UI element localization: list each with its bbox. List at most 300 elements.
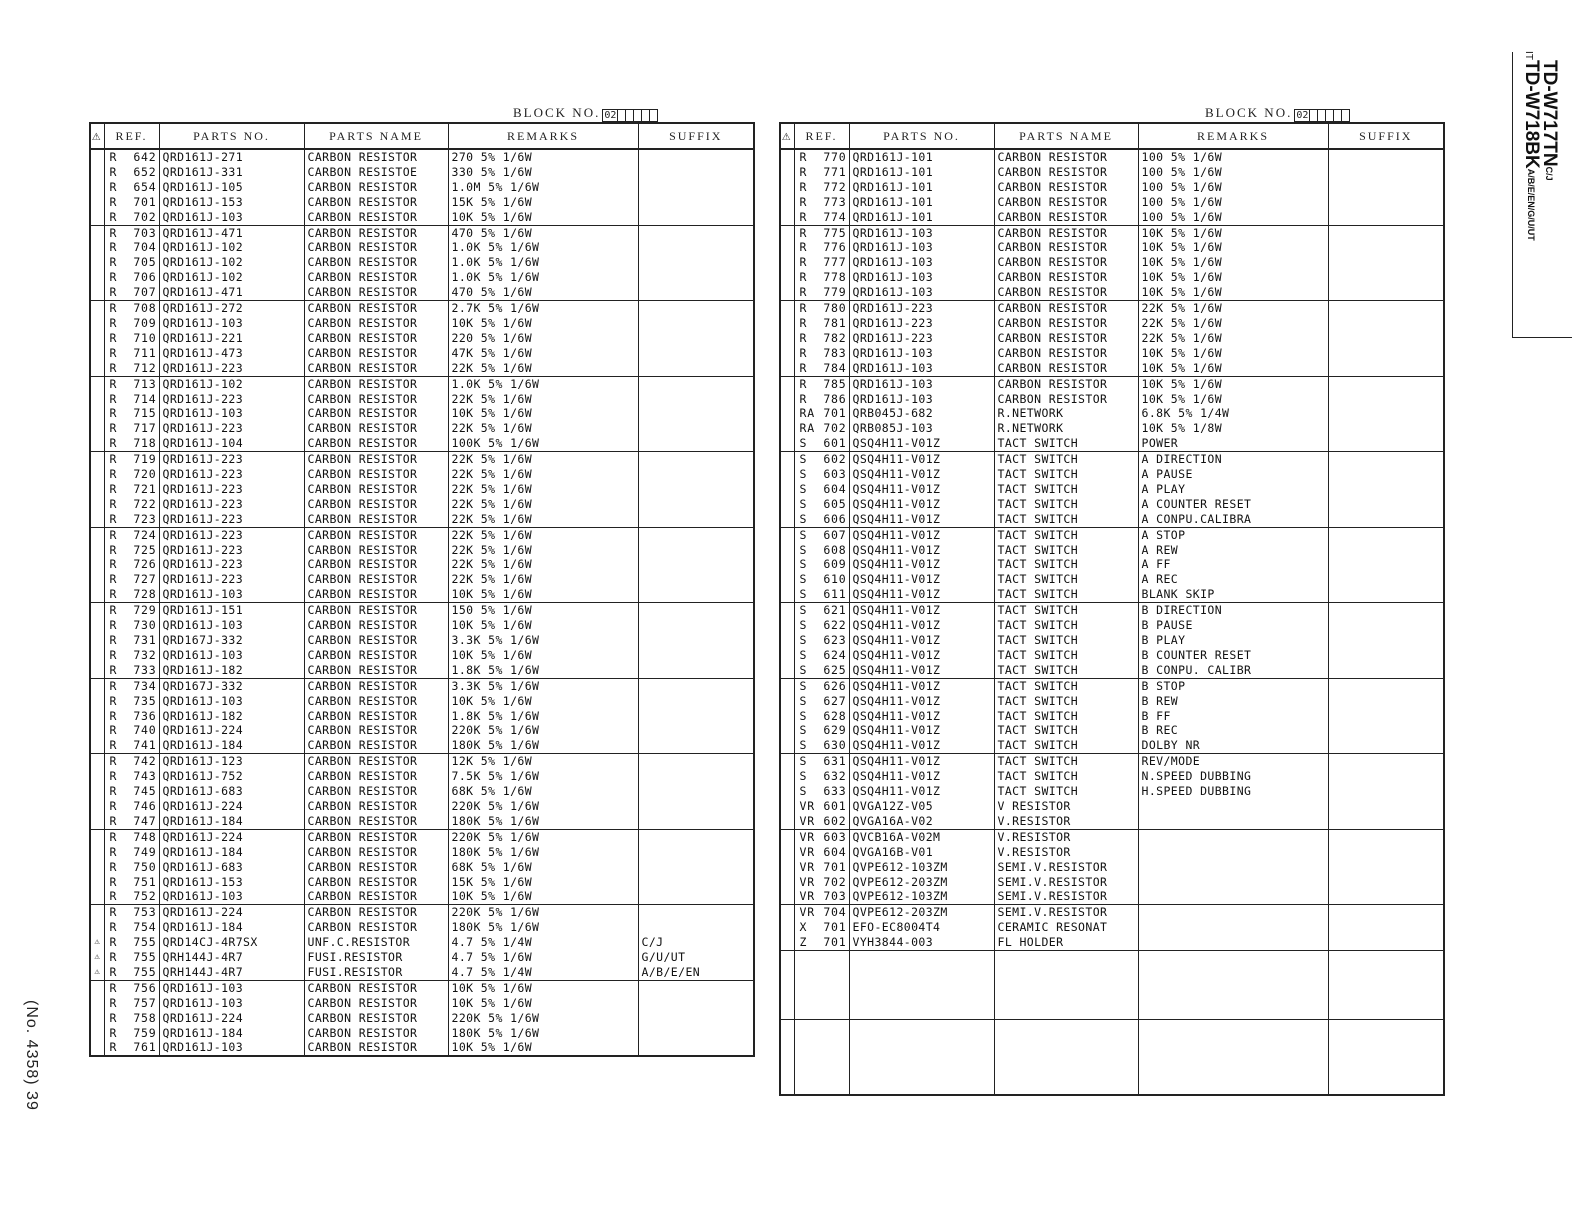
table-row (780, 709, 1444, 724)
warning-cell (780, 829, 794, 844)
warning-cell (780, 738, 794, 753)
ref-prefix: R (799, 209, 808, 224)
warning-cell: ⚠ (90, 965, 104, 980)
ref-cell (794, 482, 849, 497)
ref-cell (794, 331, 849, 346)
parts-no-cell: QRD161J-271 (159, 149, 304, 165)
ref-prefix: R (109, 150, 118, 164)
warning-cell (90, 769, 104, 784)
parts-no-cell: QRD161J-683 (159, 784, 304, 799)
ref-cell (104, 754, 159, 769)
empty-row (780, 1020, 1444, 1096)
parts-name-cell: UNF.C.RESISTOR (304, 935, 448, 950)
parts-name-cell: CARBON RESISTOR (304, 905, 448, 920)
parts-no-cell: QSQ4H11-V01Z (849, 587, 994, 602)
ref-number: 601 (823, 798, 847, 813)
ref-cell (104, 889, 159, 904)
ref-cell (104, 814, 159, 829)
suffix-cell (638, 784, 754, 799)
suffix-cell (638, 845, 754, 860)
ref-cell (794, 255, 849, 270)
parts-no-cell: QSQ4H11-V01Z (849, 633, 994, 648)
suffix-cell (1328, 694, 1444, 709)
remarks-cell: 10K 5% 1/6W (1138, 392, 1328, 407)
warning-cell (780, 709, 794, 724)
remarks-cell: 330 5% 1/6W (448, 165, 638, 180)
table-row (90, 723, 754, 738)
remarks-cell: 22K 5% 1/6W (448, 482, 638, 497)
parts-name-cell: CARBON RESISTOR (304, 497, 448, 512)
parts-no-cell: QRD167J-332 (159, 678, 304, 693)
ref-prefix: S (799, 542, 808, 557)
ref-cell (794, 829, 849, 844)
parts-no-cell: QRD161J-101 (849, 165, 994, 180)
parts-no-cell: QRD161J-224 (159, 799, 304, 814)
warning-cell (90, 316, 104, 331)
block-code: 02 (604, 109, 617, 121)
suffix-cell (638, 421, 754, 436)
ref-cell (794, 860, 849, 875)
remarks-cell: 22K 5% 1/6W (1138, 301, 1328, 316)
ref-cell (104, 210, 159, 225)
table-row (780, 482, 1444, 497)
table-row (780, 678, 1444, 693)
parts-name-cell: CARBON RESISTOR (304, 361, 448, 376)
ref-cell (794, 557, 849, 572)
ref-cell (104, 648, 159, 663)
table-row (780, 165, 1444, 180)
parts-no-cell: QRD161J-103 (159, 587, 304, 602)
ref-prefix: S (799, 587, 808, 602)
ref-cell (104, 587, 159, 602)
parts-name-cell: CARBON RESISTOR (304, 723, 448, 738)
parts-no-cell: QRD161J-223 (159, 512, 304, 527)
suffix-cell (1328, 920, 1444, 935)
ref-cell (104, 769, 159, 784)
ref-prefix: R (109, 798, 118, 813)
parts-name-cell: CARBON RESISTOR (304, 436, 448, 451)
ref-number: 630 (823, 738, 847, 753)
suffix-cell (1328, 210, 1444, 225)
side-divider (1512, 52, 1513, 337)
parts-no-cell: QRD161J-103 (159, 406, 304, 421)
table-row (780, 527, 1444, 542)
ref-prefix: R (109, 496, 118, 511)
table-row (90, 346, 754, 361)
table-row (780, 331, 1444, 346)
parts-no-cell: QVPE612-203ZM (849, 905, 994, 920)
table-row (90, 678, 754, 693)
table-row (780, 285, 1444, 300)
ref-prefix: R (109, 708, 118, 723)
suffix-cell (1328, 663, 1444, 678)
parts-name-column-header: PARTS NAME (304, 123, 448, 149)
ref-number: 628 (823, 708, 847, 723)
warning-cell (780, 421, 794, 436)
block-label-text: BLOCK NO. (513, 105, 601, 120)
ref-prefix: R (799, 301, 808, 316)
parts-no-cell: VYH3844-003 (849, 935, 994, 950)
ref-number: 622 (823, 618, 847, 633)
suffix-cell (638, 316, 754, 331)
ref-cell (794, 572, 849, 587)
ref-prefix: R (109, 754, 118, 769)
suffix-cell (1328, 512, 1444, 527)
ref-cell (794, 467, 849, 482)
parts-no-cell: QRD161J-752 (159, 769, 304, 784)
table-row (90, 935, 754, 950)
ref-cell (794, 845, 849, 860)
ref-number: 783 (823, 345, 847, 360)
ref-number: 701 (823, 920, 847, 935)
ref-prefix: R (799, 360, 808, 375)
table-row (90, 663, 754, 678)
ref-number: 730 (133, 618, 157, 633)
ref-prefix: R (109, 345, 118, 360)
parts-no-cell: QRD161J-103 (159, 996, 304, 1011)
remarks-cell: 100 5% 1/6W (1138, 195, 1328, 210)
parts-no-cell: QRD161J-123 (159, 754, 304, 769)
parts-no-cell: QSQ4H11-V01Z (849, 467, 994, 482)
ref-number: 746 (133, 798, 157, 813)
ref-cell (104, 376, 159, 391)
parts-no-cell: QSQ4H11-V01Z (849, 709, 994, 724)
parts-no-cell: QRD161J-104 (159, 436, 304, 451)
suffix-cell (638, 497, 754, 512)
ref-cell (794, 240, 849, 255)
ref-number: 703 (823, 889, 847, 904)
ref-prefix: R (109, 844, 118, 859)
remarks-cell: 10K 5% 1/6W (448, 1040, 638, 1056)
ref-cell (794, 543, 849, 558)
ref-cell (104, 346, 159, 361)
ref-number: 786 (823, 391, 847, 406)
warning-cell (780, 572, 794, 587)
parts-no-cell: QRH144J-4R7 (159, 965, 304, 980)
warning-cell (780, 361, 794, 376)
ref-prefix: S (799, 603, 808, 618)
warning-cell (90, 860, 104, 875)
parts-no-cell: QSQ4H11-V01Z (849, 572, 994, 587)
ref-prefix: S (799, 633, 808, 647)
table-row (90, 543, 754, 558)
parts-no-cell: QSQ4H11-V01Z (849, 648, 994, 663)
table-row (780, 633, 1444, 648)
ref-prefix: VR (799, 905, 815, 920)
remarks-cell: 220K 5% 1/6W (448, 1011, 638, 1026)
remarks-cell: A CONPU.CALIBRA (1138, 512, 1328, 527)
ref-cell (104, 255, 159, 270)
parts-name-cell: CARBON RESISTOR (304, 346, 448, 361)
ref-prefix: R (109, 406, 118, 421)
parts-no-cell: QSQ4H11-V01Z (849, 694, 994, 709)
suffix-cell (1328, 889, 1444, 904)
remarks-cell (1138, 845, 1328, 860)
remarks-cell: 22K 5% 1/6W (448, 467, 638, 482)
ref-number: 602 (823, 813, 847, 828)
suffix-cell (1328, 845, 1444, 860)
warning-cell (90, 165, 104, 180)
warning-cell (90, 678, 104, 693)
warning-cell (90, 587, 104, 602)
remarks-cell: 7.5K 5% 1/6W (448, 769, 638, 784)
ref-number: 781 (823, 315, 847, 330)
parts-table-right (779, 122, 1445, 1096)
ref-number: 723 (133, 511, 157, 526)
ref-prefix: S (799, 662, 808, 677)
parts-no-cell: QRD161J-221 (159, 331, 304, 346)
ref-cell (104, 1011, 159, 1026)
parts-name-cell: CARBON RESISTOR (304, 587, 448, 602)
warning-cell (780, 301, 794, 316)
suffix-cell (1328, 572, 1444, 587)
warning-cell (780, 512, 794, 527)
suffix-cell (638, 1011, 754, 1026)
suffix-cell (638, 769, 754, 784)
ref-cell (794, 920, 849, 935)
remarks-cell: 10K 5% 1/6W (1138, 376, 1328, 391)
ref-number: 758 (133, 1010, 157, 1025)
ref-number: 751 (133, 874, 157, 889)
ref-prefix: S (799, 436, 808, 451)
ref-number: 714 (133, 391, 157, 406)
warning-cell (780, 935, 794, 950)
ref-prefix: X (799, 920, 808, 935)
ref-cell (794, 875, 849, 890)
parts-no-cell: QSQ4H11-V01Z (849, 754, 994, 769)
table-row (90, 331, 754, 346)
ref-cell (104, 557, 159, 572)
ref-number: 776 (823, 240, 847, 255)
ref-cell (104, 965, 159, 980)
parts-no-cell: QRD161J-182 (159, 709, 304, 724)
suffix-cell (1328, 255, 1444, 270)
side-mark: IT (1522, 51, 1534, 60)
warning-cell (780, 754, 794, 769)
parts-name-cell: TACT SWITCH (994, 572, 1138, 587)
suffix-cell (638, 603, 754, 618)
parts-name-cell: CARBON RESISTOR (304, 285, 448, 300)
ref-number: 703 (133, 225, 157, 240)
warning-cell (780, 587, 794, 602)
ref-number: 752 (133, 889, 157, 904)
warning-cell (90, 497, 104, 512)
ref-number: 733 (133, 662, 157, 677)
suffix-cell (638, 436, 754, 451)
remarks-cell: B REW (1138, 694, 1328, 709)
warning-cell (90, 452, 104, 467)
warning-cell (90, 361, 104, 376)
parts-name-cell: CERAMIC RESONAT (994, 920, 1138, 935)
table-row (90, 950, 754, 965)
parts-name-cell: CARBON RESISTOR (994, 301, 1138, 316)
suffix-cell (638, 361, 754, 376)
suffix-cell (1328, 860, 1444, 875)
parts-no-cell: QSQ4H11-V01Z (849, 603, 994, 618)
ref-cell (104, 240, 159, 255)
warning-cell (90, 421, 104, 436)
table-row (780, 301, 1444, 316)
parts-no-cell: QRD161J-224 (159, 723, 304, 738)
ref-cell (794, 421, 849, 436)
parts-name-cell: CARBON RESISTOR (304, 316, 448, 331)
remarks-cell: 10K 5% 1/6W (448, 980, 638, 995)
block-label-text: BLOCK NO. (1205, 105, 1293, 120)
parts-name-cell: TACT SWITCH (994, 663, 1138, 678)
ref-number: 761 (133, 1040, 157, 1055)
ref-cell (794, 935, 849, 950)
warning-cell (780, 633, 794, 648)
ref-number: 734 (133, 678, 157, 693)
warning-cell (780, 648, 794, 663)
ref-number: 706 (133, 270, 157, 285)
ref-number: 721 (133, 481, 157, 496)
ref-cell (104, 875, 159, 890)
page-number: (No. 4358) 39 (23, 1000, 40, 1111)
remarks-cell: 15K 5% 1/6W (448, 875, 638, 890)
ref-prefix: S (799, 754, 808, 769)
remarks-cell: 150 5% 1/6W (448, 603, 638, 618)
warning-cell (780, 270, 794, 285)
remarks-cell: 22K 5% 1/6W (1138, 316, 1328, 331)
suffix-cell (1328, 784, 1444, 799)
ref-cell (794, 316, 849, 331)
suffix-cell (638, 754, 754, 769)
parts-name-cell: CARBON RESISTOR (994, 361, 1138, 376)
ref-cell (794, 512, 849, 527)
table-row (780, 376, 1444, 391)
ref-prefix: R (799, 150, 808, 164)
parts-no-cell: QRD161J-471 (159, 225, 304, 240)
warning-cell (90, 346, 104, 361)
warning-cell (780, 331, 794, 346)
parts-name-cell: TACT SWITCH (994, 754, 1138, 769)
ref-number: 702 (823, 874, 847, 889)
warning-cell (780, 255, 794, 270)
ref-number: 632 (823, 769, 847, 784)
ref-cell (104, 1026, 159, 1041)
warning-cell (780, 210, 794, 225)
remarks-cell: POWER (1138, 436, 1328, 451)
ref-number: 719 (133, 452, 157, 467)
ref-cell (794, 663, 849, 678)
ref-number: 736 (133, 708, 157, 723)
parts-name-cell: CARBON RESISTOR (994, 376, 1138, 391)
table-row (780, 557, 1444, 572)
suffix-cell (1328, 421, 1444, 436)
suffix-cell (1328, 346, 1444, 361)
remarks-cell: A STOP (1138, 527, 1328, 542)
parts-name-cell: CARBON RESISTOR (304, 572, 448, 587)
ref-prefix: R (109, 603, 118, 618)
parts-name-cell: TACT SWITCH (994, 436, 1138, 451)
ref-cell (104, 543, 159, 558)
parts-name-cell: CARBON RESISTOR (304, 738, 448, 753)
ref-cell (104, 799, 159, 814)
parts-no-cell: QRD161J-101 (849, 210, 994, 225)
ref-prefix: S (799, 784, 808, 799)
block-code: 02 (1296, 109, 1309, 121)
ref-cell (104, 452, 159, 467)
ref-prefix: R (109, 542, 118, 557)
ref-number: 753 (133, 905, 157, 920)
table-row (90, 587, 754, 602)
remarks-cell: 10K 5% 1/6W (448, 406, 638, 421)
parts-name-cell: TACT SWITCH (994, 648, 1138, 663)
remarks-cell: 180K 5% 1/6W (448, 1026, 638, 1041)
ref-prefix: R (109, 769, 118, 784)
remarks-cell: 10K 5% 1/6W (1138, 346, 1328, 361)
parts-no-cell: QRD161J-103 (849, 285, 994, 300)
remarks-cell: 220K 5% 1/6W (448, 905, 638, 920)
remarks-cell: N.SPEED DUBBING (1138, 769, 1328, 784)
table-row (780, 889, 1444, 904)
ref-prefix: R (109, 164, 118, 179)
parts-no-cell: QRD14CJ-4R7SX (159, 935, 304, 950)
remarks-cell: 1.0K 5% 1/6W (448, 255, 638, 270)
parts-no-cell: QRD161J-184 (159, 845, 304, 860)
parts-name-cell: TACT SWITCH (994, 738, 1138, 753)
suffix-cell (638, 543, 754, 558)
ref-cell (794, 361, 849, 376)
suffix-cell (1328, 905, 1444, 920)
parts-table-left (89, 122, 755, 1057)
parts-no-cell: QRD161J-103 (849, 376, 994, 391)
table-row (90, 149, 754, 165)
remarks-cell: 15K 5% 1/6W (448, 195, 638, 210)
ref-number: 780 (823, 301, 847, 316)
table-row (780, 618, 1444, 633)
parts-no-cell: QRD161J-471 (159, 285, 304, 300)
ref-prefix: S (799, 481, 808, 496)
remarks-cell: B STOP (1138, 678, 1328, 693)
suffix-cell (638, 648, 754, 663)
parts-name-cell: CARBON RESISTOR (304, 799, 448, 814)
ref-prefix: S (799, 527, 808, 542)
parts-name-cell: CARBON RESISTOR (304, 149, 448, 165)
warning-cell (780, 467, 794, 482)
ref-prefix: R (799, 240, 808, 255)
parts-no-cell: QRD161J-103 (159, 316, 304, 331)
table-row (90, 421, 754, 436)
ref-number: 626 (823, 678, 847, 693)
suffix-cell (1328, 543, 1444, 558)
parts-no-cell: QRD161J-153 (159, 875, 304, 890)
parts-name-cell: CARBON RESISTOR (304, 1026, 448, 1041)
remarks-cell: 22K 5% 1/6W (448, 543, 638, 558)
table-row (780, 814, 1444, 829)
parts-no-cell: QRD161J-224 (159, 1011, 304, 1026)
table-row (780, 225, 1444, 240)
table-row (90, 618, 754, 633)
remarks-cell: 1.8K 5% 1/6W (448, 709, 638, 724)
warning-cell (90, 240, 104, 255)
ref-number: 702 (133, 209, 157, 224)
ref-number: 728 (133, 587, 157, 602)
suffix-cell (1328, 557, 1444, 572)
warning-cell (90, 738, 104, 753)
suffix-cell (1328, 452, 1444, 467)
suffix-cell (638, 482, 754, 497)
warning-cell (90, 875, 104, 890)
ref-number: 741 (133, 738, 157, 753)
table-row (90, 165, 754, 180)
warning-cell (780, 875, 794, 890)
ref-prefix: S (799, 693, 808, 708)
parts-no-cell: QSQ4H11-V01Z (849, 527, 994, 542)
warning-cell (90, 618, 104, 633)
parts-name-cell: CARBON RESISTOR (304, 180, 448, 195)
